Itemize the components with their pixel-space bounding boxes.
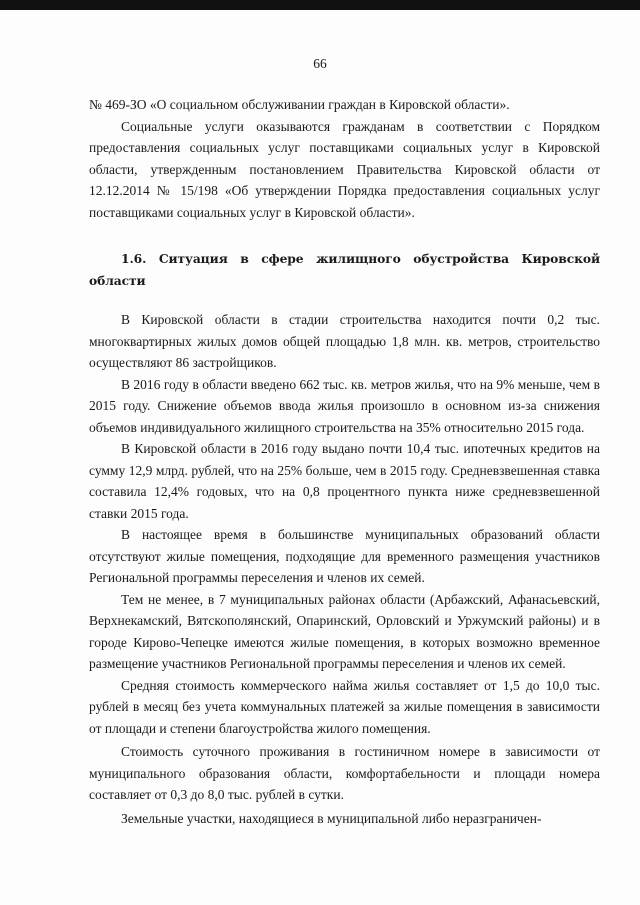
top-border-rule bbox=[0, 0, 640, 10]
paragraph-districts: Тем не менее, в 7 муниципальных районах области (Арбажский, Афанасьевский, Верхнекамский, Вятскополянский, Опаринский, Орловский и Уржумский районы) и в городе Кирово-Чепецке имеются жилые помещения, в которых возможно временное размещение участников Региональной программы переселения и членов их семей. bbox=[89, 591, 600, 671]
paragraph-land-plots: Земельные участки, находящиеся в муниципальной либо неразграничен- bbox=[121, 810, 542, 826]
paragraph-no-housing: В настоящее время в большинстве муниципальных образований области отсутствуют жилые помещения, подходящие для временного размещения участников Региональной программы переселения и членов их семей. bbox=[89, 527, 600, 585]
paragraph-housing-commissioned: В 2016 году в области введено 662 тыс. кв. метров жилья, что на 9% меньше, чем в 2015 году. Снижение объемов ввода жилья произошло в основном из-за снижения объемов индивидуального жилищного строительства на 35% относительно 2015 года. bbox=[89, 376, 600, 435]
paragraph-continuation: № 469-ЗО «О социальном обслуживании граждан в Кировской области». bbox=[89, 97, 510, 112]
paragraph-construction: В Кировской области в стадии строительства находится почти 0,2 тыс. многоквартирных жилых домов общей площадью 1,8 млн. кв. метров, строительство осуществляют 86 застройщиков. bbox=[89, 312, 600, 370]
page-number: 66 bbox=[313, 56, 327, 71]
section-heading: 1.6. Ситуация в сфере жилищного обустройства Кировской области bbox=[89, 251, 600, 288]
paragraph-social-services: Социальные услуги оказываются гражданам в соответствии с Порядком предоставления социальных услуг поставщиками социальных услуг в Кировской области, утвержденным постановлением Правительства Кировской области от 12.12.2014 № 15/198 «Об утверждении Порядка предоставления социальных услуг поставщиками социальных услуг в Кировской области». bbox=[89, 118, 600, 220]
paragraph-hotel-cost: Стоимость суточного проживания в гостиничном номере в зависимости от муниципального образования области, комфортабельности и площади номера составляет от 0,3 до 8,0 тыс. рублей в сутки. bbox=[89, 744, 600, 802]
paragraph-rent-cost: Средняя стоимость коммерческого найма жилья составляет от 1,5 до 10,0 тыс. рублей в месяц без учета коммунальных платежей за жилые помещения в зависимости от площади и степени благоустройства жилого помещения. bbox=[89, 677, 600, 736]
document-body bbox=[89, 94, 600, 829]
paragraph-mortgage: В Кировской области в 2016 году выдано почти 10,4 тыс. ипотечных кредитов на сумму 12,9 млрд. рублей, что на 25% больше, чем в 2015 году. Средневзвешенная ставка составила 12,4% годовых, что на 0,8 процентного пункта ниже средневзвешенной ставки 2015 года. bbox=[89, 441, 600, 521]
